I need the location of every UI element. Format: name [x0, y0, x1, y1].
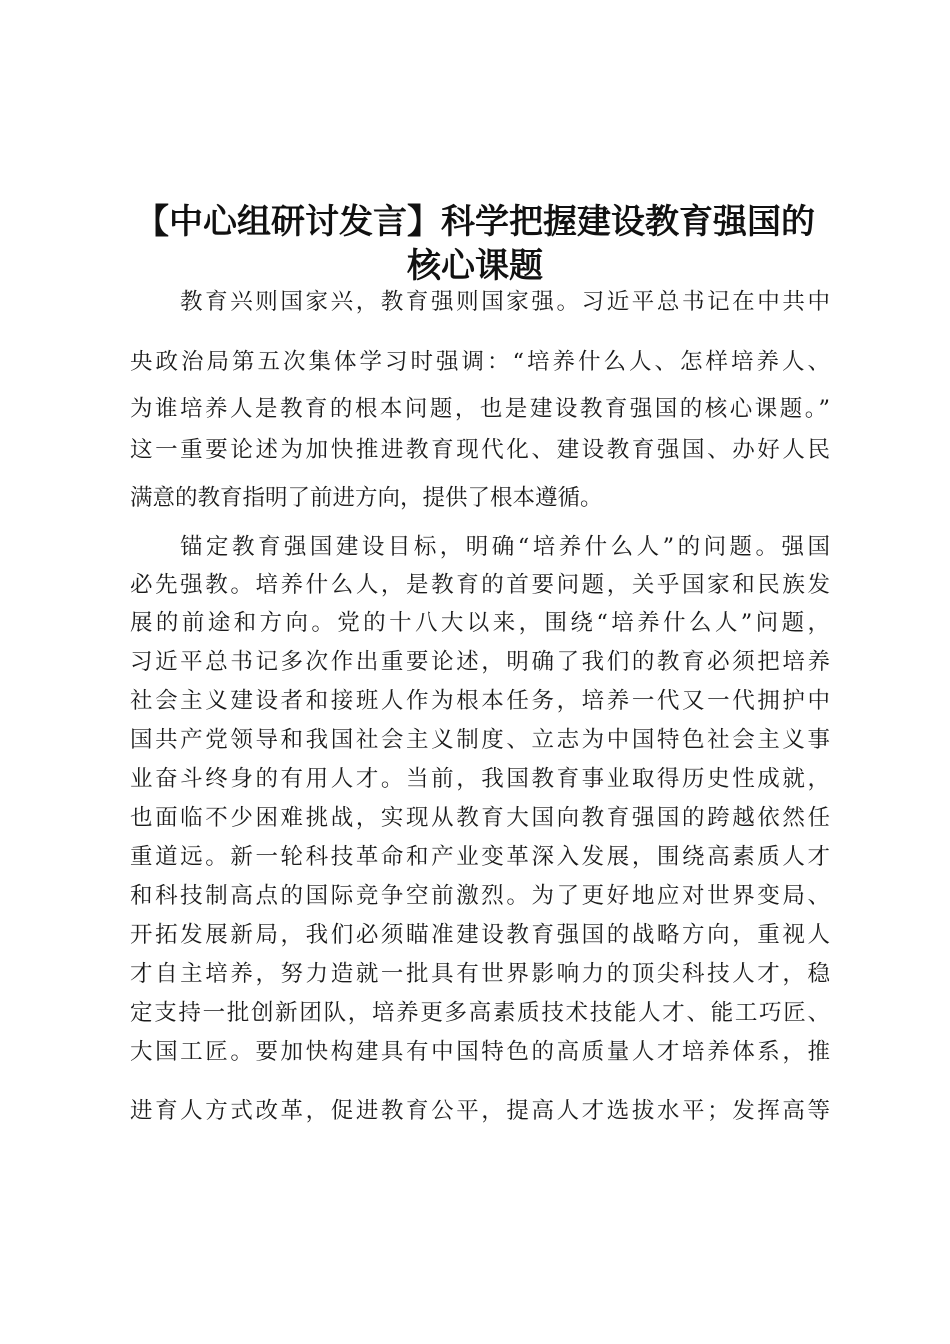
- paragraph-line: 重道远。新一轮科技革命和产业变革深入发展，围绕高素质人才: [130, 844, 830, 870]
- paragraph-line: 国共产党领导和我国社会主义制度、立志为中国特色社会主义事: [130, 727, 830, 753]
- paragraph-line: 习近平总书记多次作出重要论述，明确了我们的教育必须把培养: [130, 649, 830, 675]
- paragraph-line: 和科技制高点的国际竞争空前激烈。为了更好地应对世界变局、: [130, 883, 830, 909]
- paragraph-line: 必先强教。培养什么人，是教育的首要问题，关乎国家和民族发: [130, 572, 830, 598]
- paragraph-line: 满意的教育指明了前进方向，提供了根本遵循。: [130, 485, 603, 511]
- paragraph-line: 展的前途和方向。党的十八大以来，围绕“培养什么人”问题，: [130, 610, 830, 636]
- paragraph-line: 教育兴则国家兴，教育强则国家强。习近平总书记在中共中: [180, 289, 830, 315]
- paragraph-line: 央政治局第五次集体学习时强调：“培养什么人、怎样培养人、: [130, 349, 830, 375]
- paragraph-line: 锚定教育强国建设目标，明确“培养什么人”的问题。强国: [180, 534, 830, 560]
- paragraph-line: 也面临不少困难挑战，实现从教育大国向教育强国的跨越依然任: [130, 805, 830, 831]
- document-title-line-1: 【中心组研讨发言】科学把握建设教育强国的: [135, 202, 815, 242]
- document-title-line-2: 核心课题: [407, 246, 543, 286]
- paragraph-line: 为谁培养人是教育的根本问题，也是建设教育强国的核心课题。”: [130, 396, 830, 422]
- paragraph-line: 定支持一批创新团队，培养更多高素质技术技能人才、能工巧匠、: [130, 1000, 830, 1026]
- paragraph-line: 业奋斗终身的有用人才。当前，我国教育事业取得历史性成就，: [130, 766, 830, 792]
- paragraph-line: 进育人方式改革，促进教育公平，提高人才选拔水平；发挥高等: [130, 1098, 830, 1124]
- paragraph-line: 才自主培养，努力造就一批具有世界影响力的顶尖科技人才，稳: [130, 961, 830, 987]
- paragraph-line: 开拓发展新局，我们必须瞄准建设教育强国的战略方向，重视人: [130, 922, 830, 948]
- paragraph-line: 社会主义建设者和接班人作为根本任务，培养一代又一代拥护中: [130, 688, 830, 714]
- paragraph-line: 大国工匠。要加快构建具有中国特色的高质量人才培养体系，推: [130, 1039, 830, 1065]
- paragraph-line: 这一重要论述为加快推进教育现代化、建设教育强国、办好人民: [130, 437, 830, 463]
